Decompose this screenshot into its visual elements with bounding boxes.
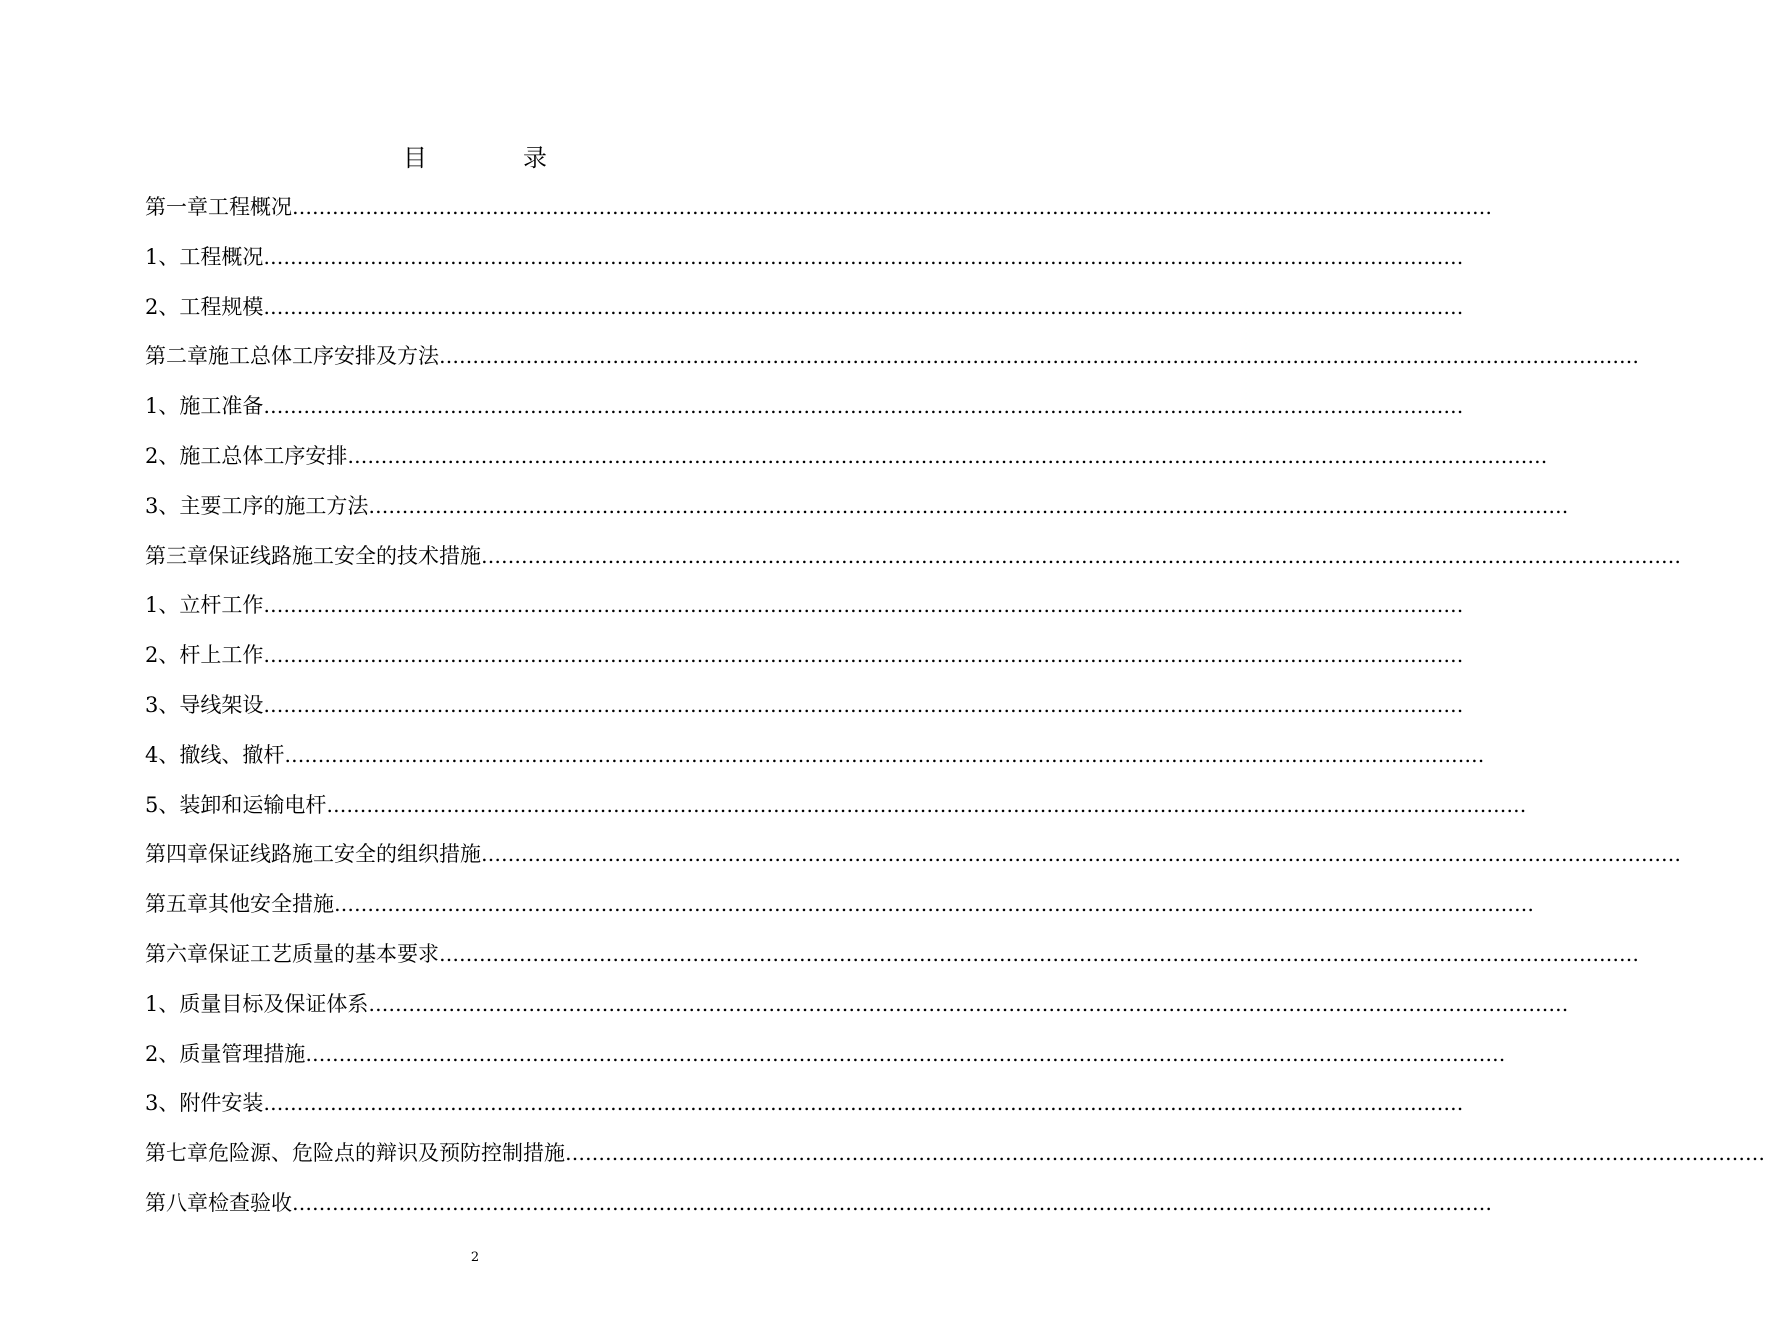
toc-entry: [145, 240, 1464, 290]
toc-entry-label: 第二章施工总体工序安排及方法: [145, 344, 439, 369]
toc-entry: [145, 1186, 1492, 1236]
toc-entry-label: 1、工程概况: [145, 244, 264, 269]
toc-entry-label: 1、质量目标及保证体系: [145, 991, 369, 1016]
toc-entry: [145, 638, 1464, 688]
toc-entry-label: 第一章工程概况: [145, 195, 292, 219]
toc-entry: [145, 190, 1492, 240]
toc-entry-label: 2、质量管理措施: [145, 1041, 306, 1066]
toc-entry: [145, 339, 1639, 389]
toc-entry-label: 2、杆上工作: [145, 643, 264, 668]
toc-dot-leader: ………………………………………………………………………………………………………………………………………………………………: [292, 1190, 1492, 1215]
toc-entry-label: 第四章保证线路施工安全的组织措施: [145, 842, 481, 867]
toc-dot-leader: ………………………………………………………………………………………………………………………………………………………………: [368, 493, 1569, 518]
toc-dot-leader: ………………………………………………………………………………………………………………………………………………………………: [326, 792, 1527, 817]
toc-entry: [145, 887, 1534, 937]
toc-entry: [145, 937, 1639, 987]
toc-dot-leader: ………………………………………………………………………………………………………………………………………………………………: [263, 1091, 1464, 1116]
toc-entry-label: 1、施工准备: [145, 394, 264, 419]
toc-entry-label: 2、工程规模: [145, 294, 264, 319]
toc-dot-leader: ………………………………………………………………………………………………………………………………………………………………: [292, 195, 1492, 219]
toc-entry: [145, 837, 1681, 887]
toc-entry: [145, 389, 1464, 439]
toc-dot-leader: ………………………………………………………………………………………………………………………………………………………………: [481, 543, 1681, 568]
toc-entry-label: 第三章保证线路施工安全的技术措施: [145, 543, 481, 568]
toc-entry: [145, 290, 1464, 340]
toc-dot-leader: ………………………………………………………………………………………………………………………………………………………………: [263, 244, 1464, 269]
toc-entry-label: 第六章保证工艺质量的基本要求: [145, 941, 439, 966]
table-of-contents: [145, 190, 1765, 1236]
toc-entry: [145, 1136, 1765, 1186]
toc-entry-label: 5、装卸和运输电杆: [145, 792, 327, 817]
toc-entry: [145, 688, 1464, 738]
toc-entry-label: 第八章检查验收: [145, 1190, 292, 1215]
toc-entry: [145, 1086, 1464, 1136]
toc-entry-label: 3、导线架设: [145, 692, 264, 717]
toc-entry-label: 第五章其他安全措施: [145, 892, 334, 917]
page-title: 目 录: [403, 144, 547, 172]
toc-entry-label: 2、施工总体工序安排: [145, 443, 348, 468]
toc-dot-leader: ………………………………………………………………………………………………………………………………………………………………: [347, 443, 1548, 468]
toc-entry-label: 3、主要工序的施工方法: [145, 493, 369, 518]
toc-dot-leader: ………………………………………………………………………………………………………………………………………………………………: [334, 892, 1534, 917]
toc-dot-leader: ………………………………………………………………………………………………………………………………………………………………: [263, 692, 1464, 717]
toc-entry: [145, 439, 1548, 489]
toc-entry: [145, 738, 1485, 788]
toc-dot-leader: ………………………………………………………………………………………………………………………………………………………………: [263, 593, 1464, 618]
toc-dot-leader: ………………………………………………………………………………………………………………………………………………………………: [263, 394, 1464, 419]
toc-entry: [145, 788, 1527, 838]
toc-entry-label: 1、立杆工作: [145, 593, 264, 618]
toc-entry-label: 第七章危险源、危险点的辩识及预防控制措施: [145, 1141, 565, 1166]
toc-entry: [145, 1037, 1506, 1087]
toc-dot-leader: ………………………………………………………………………………………………………………………………………………………………: [368, 991, 1569, 1016]
toc-entry: [145, 539, 1681, 589]
toc-dot-leader: ………………………………………………………………………………………………………………………………………………………………: [263, 643, 1464, 668]
toc-entry-label: 3、附件安装: [145, 1091, 264, 1116]
toc-dot-leader: ………………………………………………………………………………………………………………………………………………………………: [439, 344, 1639, 369]
toc-entry-label: 4、撤线、撤杆: [145, 742, 285, 767]
page-number: 2: [470, 1250, 480, 1265]
toc-dot-leader: ………………………………………………………………………………………………………………………………………………………………: [263, 294, 1464, 319]
toc-dot-leader: ………………………………………………………………………………………………………………………………………………………………: [284, 742, 1485, 767]
toc-entry: [145, 588, 1464, 638]
toc-dot-leader: ………………………………………………………………………………………………………………………………………………………………: [439, 941, 1639, 966]
toc-entry: [145, 987, 1569, 1037]
toc-dot-leader: ………………………………………………………………………………………………………………………………………………………………: [481, 842, 1681, 867]
toc-entry: [145, 489, 1569, 539]
toc-dot-leader: ………………………………………………………………………………………………………………………………………………………………: [565, 1141, 1765, 1166]
toc-dot-leader: ………………………………………………………………………………………………………………………………………………………………: [305, 1041, 1506, 1066]
